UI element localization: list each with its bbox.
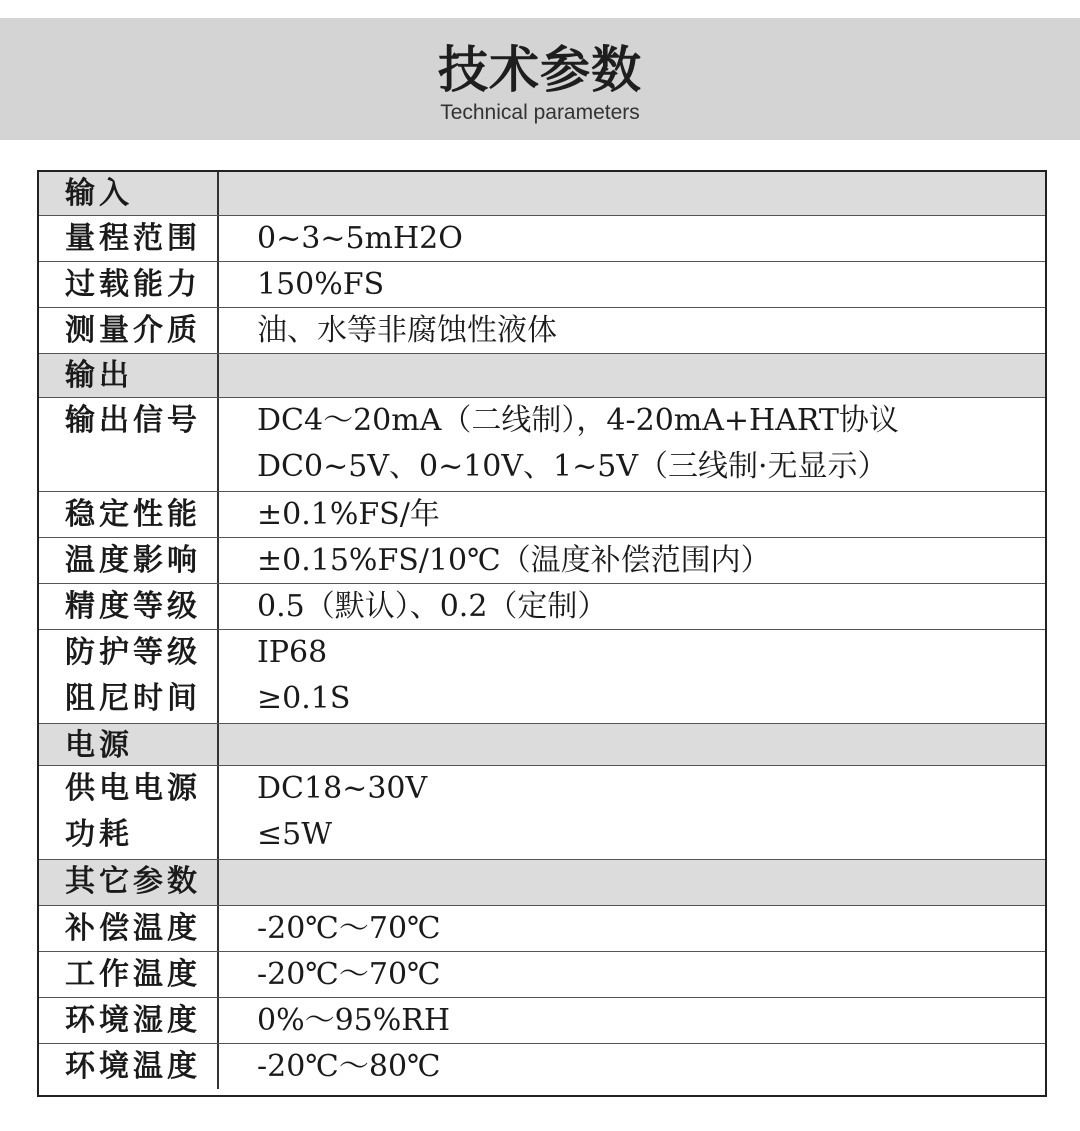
row-value: DC0~5V、0~10V、1~5V（三线制·无显示） (257, 449, 888, 484)
row-value: 0%～95%RH (257, 1003, 451, 1038)
row-label: 工作温度 (65, 957, 201, 992)
row-value: 0~3~5mH2O (257, 221, 463, 256)
row-value: 150%FS (257, 267, 385, 302)
table-row (39, 308, 1045, 354)
row-label: 环境温度 (65, 1049, 201, 1084)
table-section-row (39, 172, 1045, 216)
row-value: ≤5W (257, 817, 333, 852)
table-section-row (39, 860, 1045, 906)
row-value: ±0.1%FS/年 (257, 497, 440, 532)
title-banner (0, 18, 1080, 140)
row-label: 阻尼时间 (65, 681, 201, 716)
row-value: -20℃～70℃ (257, 911, 441, 946)
row-label: 供电电源 (65, 771, 201, 806)
table-row (39, 766, 1045, 860)
table-section-row (39, 354, 1045, 398)
section-label: 输出 (65, 358, 133, 393)
row-label: 防护等级 (65, 635, 201, 670)
row-label: 环境湿度 (65, 1003, 201, 1038)
table-row (39, 906, 1045, 952)
row-label: 补偿温度 (65, 911, 201, 946)
table-row (39, 998, 1045, 1044)
row-value: -20℃～70℃ (257, 957, 441, 992)
row-value: ≥0.1S (257, 681, 351, 716)
row-value: 油、水等非腐蚀性液体 (257, 313, 557, 348)
table-row (39, 398, 1045, 492)
section-label: 其它参数 (65, 864, 201, 899)
page-title: 技术参数 (438, 41, 642, 99)
row-label: 过载能力 (65, 267, 201, 302)
table-row (39, 630, 1045, 724)
page-subtitle: Technical parameters (440, 101, 640, 124)
row-label: 精度等级 (65, 589, 201, 624)
section-label: 电源 (65, 728, 133, 763)
row-label: 稳定性能 (65, 497, 201, 532)
table-row (39, 584, 1045, 630)
table-section-row (39, 724, 1045, 766)
table-row (39, 262, 1045, 308)
table-row (39, 952, 1045, 998)
spec-table (37, 170, 1047, 1097)
section-label: 输入 (65, 176, 133, 211)
table-row (39, 538, 1045, 584)
row-value: DC4～20mA（二线制），4-20mA+HART协议 (257, 403, 899, 438)
row-label: 温度影响 (65, 543, 201, 578)
row-value: IP68 (257, 635, 328, 670)
table-row (39, 492, 1045, 538)
row-label: 测量介质 (65, 313, 201, 348)
table-row (39, 1044, 1045, 1089)
row-value: DC18~30V (257, 771, 428, 806)
row-value: ±0.15%FS/10℃（温度补偿范围内） (257, 543, 771, 578)
table-row (39, 216, 1045, 262)
row-value: -20℃～80℃ (257, 1049, 441, 1084)
row-label: 输出信号 (65, 403, 201, 438)
row-value: 0.5（默认）、0.2（定制） (257, 589, 608, 624)
row-label: 量程范围 (65, 221, 201, 256)
row-label: 功耗 (65, 817, 133, 852)
